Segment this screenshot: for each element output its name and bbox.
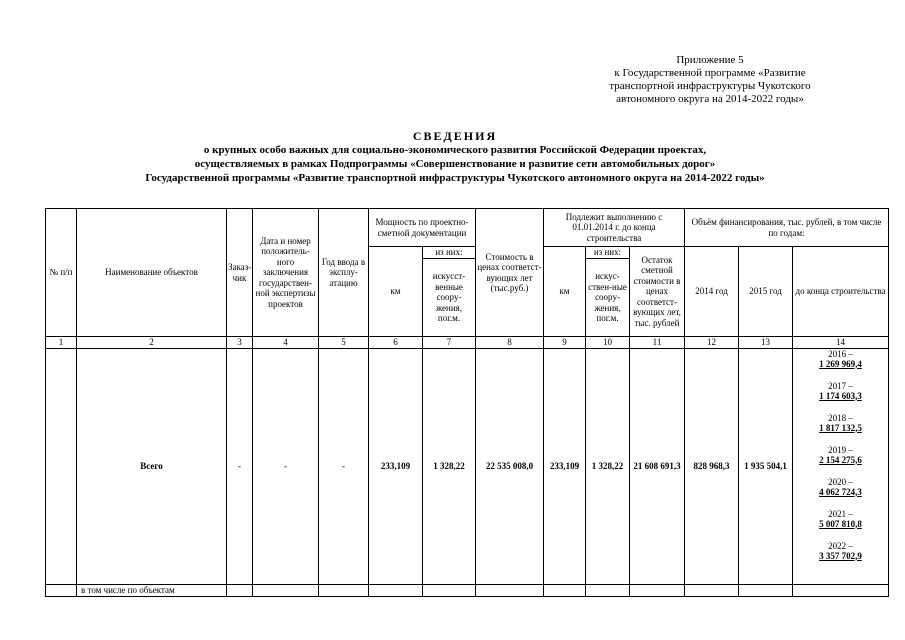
total-subject-structures: 1 328,22 [586, 348, 630, 584]
year-label: 2017 – [828, 380, 853, 391]
title-line: Государственной программы «Развитие транспортной инфраструктуры Чукотского автономного округа на 2014-2022 годы» [145, 172, 765, 184]
title-line: осуществляемых в рамках Подпрограммы «Совершенствование и развитие сети автомобильных дорог» [194, 158, 716, 170]
year-value: 1 269 969,4 [819, 358, 862, 369]
including-cell [544, 584, 586, 596]
header-subject-remainder: Остаток сметной стоимости в ценах соответст-вующих лет, тыс. рублей [630, 247, 685, 337]
year-label: 2019 – [828, 444, 853, 455]
projects-table [45, 208, 889, 597]
header-customer: Заказ-чик [227, 209, 253, 337]
year-label: 2022 – [828, 540, 853, 551]
header-financing: Объём финансирования, тыс. рублей, в том числе по годам: [685, 209, 889, 247]
header-capacity-of-which: из них: [423, 247, 476, 259]
header-fin-2015: 2015 год [739, 247, 793, 337]
including-cell [319, 584, 369, 596]
column-number: 5 [319, 337, 369, 349]
header-fin-end: до конца строительства [793, 247, 889, 337]
year-value: 1 817 132,5 [819, 422, 862, 433]
header-num: № п/п [46, 209, 77, 337]
column-number: 13 [739, 337, 793, 349]
appendix-note [560, 54, 860, 106]
column-number: 1 [46, 337, 77, 349]
including-cell [793, 584, 889, 596]
total-cost: 22 535 008,0 [476, 348, 544, 584]
total-subject-remainder: 21 608 691,3 [630, 348, 685, 584]
appendix-line: автономного округа на 2014-2022 годы» [616, 93, 804, 105]
header-capacity-km: км [369, 247, 423, 337]
including-cell [630, 584, 685, 596]
header-subject-structures: искус-ствен-ные соору-жения, пог.м. [586, 259, 630, 337]
year-value: 1 174 603,3 [819, 390, 862, 401]
including-cell [369, 584, 423, 596]
column-numbers-row [46, 337, 889, 349]
column-number: 3 [227, 337, 253, 349]
column-number: 2 [77, 337, 227, 349]
including-cell [476, 584, 544, 596]
total-row [46, 348, 889, 584]
appendix-line: Приложение 5 [676, 54, 744, 66]
column-number: 9 [544, 337, 586, 349]
including-cell [253, 584, 319, 596]
header-capacity-structures: искусст-венные соору-жения, пог.м. [423, 259, 476, 337]
year-label: 2018 – [828, 412, 853, 423]
including-num-cell [46, 584, 77, 596]
column-number: 10 [586, 337, 630, 349]
column-number: 11 [630, 337, 685, 349]
total-fin-2015: 1 935 504,1 [739, 348, 793, 584]
year-label: 2016 – [828, 348, 853, 359]
header-fin-2014: 2014 год [685, 247, 739, 337]
column-number: 6 [369, 337, 423, 349]
year-label: 2021 – [828, 508, 853, 519]
including-row [46, 584, 889, 596]
appendix-line: к Государственной программе «Развитие [614, 67, 806, 79]
column-number: 4 [253, 337, 319, 349]
header-subject-of-which: из них: [586, 247, 630, 259]
year-value: 2 154 275,6 [819, 454, 862, 465]
total-fin-2014: 828 968,3 [685, 348, 739, 584]
year-value: 5 007 810,8 [819, 518, 862, 529]
column-number: 7 [423, 337, 476, 349]
header-subject: Подлежит выполнению с 01.01.2014 г. до конца строительства [544, 209, 685, 247]
year-value: 3 357 702,9 [819, 550, 862, 561]
header-year: Год ввода в эксплу-атацию [319, 209, 369, 337]
including-cell [586, 584, 630, 596]
total-capacity-structures: 1 328,22 [423, 348, 476, 584]
title-main: СВЕДЕНИЯ [412, 129, 498, 143]
total-year: - [319, 348, 369, 584]
header-capacity: Мощность по проектно-сметной документации [369, 209, 476, 247]
column-number: 12 [685, 337, 739, 349]
year-label: 2020 – [828, 476, 853, 487]
total-num-cell [46, 348, 77, 584]
appendix-line: транспортной инфраструктуры Чукотского [609, 80, 811, 92]
including-label: в том числе по объектам [77, 584, 227, 596]
total-label: Всего [77, 348, 227, 584]
total-subject-km: 233,109 [544, 348, 586, 584]
column-number: 8 [476, 337, 544, 349]
total-years-breakdown [793, 348, 889, 584]
total-expertise: - [253, 348, 319, 584]
header-name: Наименование объектов [77, 209, 227, 337]
header-expertise: Дата и номер положитель-ного заключения государствен-ной экспертизы проектов [253, 209, 319, 337]
total-capacity-km: 233,109 [369, 348, 423, 584]
total-customer: - [227, 348, 253, 584]
including-cell [423, 584, 476, 596]
document-title [40, 129, 870, 185]
including-cell [685, 584, 739, 596]
including-cell [227, 584, 253, 596]
header-subject-km: км [544, 247, 586, 337]
header-cost: Стоимость в ценах соответст-вующих лет (тыс.руб.) [476, 209, 544, 337]
column-number: 14 [793, 337, 889, 349]
including-cell [739, 584, 793, 596]
year-value: 4 062 724,3 [819, 486, 862, 497]
title-line: о крупных особо важных для социально-экономического развития Российской Федерации проектах, [203, 144, 707, 156]
